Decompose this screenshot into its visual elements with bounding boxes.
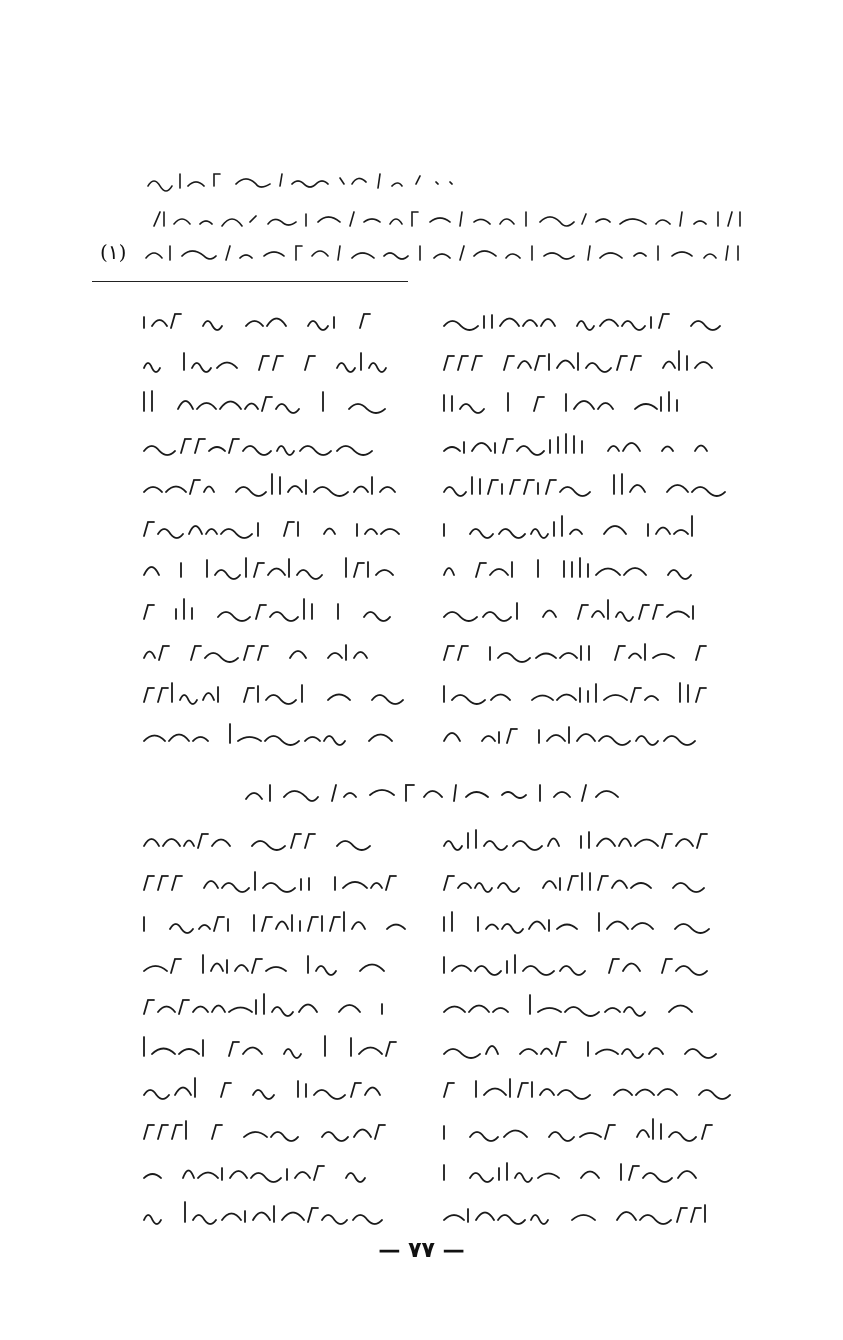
- verse-right-hemistich-script: [440, 468, 712, 502]
- verse-right-hemistich: [440, 468, 712, 502]
- section-heading-script: [240, 775, 630, 811]
- verse-left-hemistich: [140, 1154, 402, 1188]
- verse-right-hemistich: [440, 905, 720, 939]
- verse-right-hemistich-script: [440, 634, 712, 668]
- footnote-line-2: [150, 206, 752, 232]
- verse-right-hemistich-script: [440, 385, 712, 419]
- verse-right-hemistich: [440, 551, 712, 585]
- verse-left-hemistich: [140, 344, 400, 378]
- page-number: — ٧٧ —: [378, 1238, 465, 1263]
- verse-left-hemistich: [140, 1196, 402, 1230]
- verse-left-hemistich-script: [140, 947, 402, 981]
- verse-right-hemistich: [440, 385, 712, 419]
- verse-left-hemistich-script: [140, 988, 402, 1022]
- verse-left-hemistich: [140, 864, 402, 898]
- verse-right-hemistich: [440, 822, 720, 856]
- verse-right-hemistich-script: [440, 717, 712, 751]
- footnote-line-1: [140, 168, 460, 194]
- verse-left-hemistich-script: [140, 551, 400, 585]
- verse-right-hemistich: [440, 988, 720, 1022]
- footnote-divider: [92, 281, 408, 282]
- verse-left-hemistich: [140, 593, 400, 627]
- verse-right-hemistich: [440, 864, 720, 898]
- verse-right-hemistich: [440, 634, 712, 668]
- verse-right-hemistich: [440, 302, 712, 336]
- verse-left-hemistich: [140, 988, 402, 1022]
- verse-left-hemistich: [140, 1030, 402, 1064]
- verse-right-hemistich: [440, 717, 712, 751]
- verse-left-hemistich-script: [140, 717, 400, 751]
- verse-left-hemistich-script: [140, 1154, 402, 1188]
- verse-right-hemistich-script: [440, 1030, 720, 1064]
- verse-left-hemistich-script: [140, 1196, 402, 1230]
- verse-left-hemistich: [140, 551, 400, 585]
- verse-right-hemistich: [440, 1071, 720, 1105]
- verse-left-hemistich-script: [140, 510, 400, 544]
- verse-left-hemistich-script: [140, 427, 400, 461]
- verse-right-hemistich-script: [440, 302, 712, 336]
- verse-left-hemistich: [140, 905, 402, 939]
- footnote-line-3: [140, 240, 752, 266]
- verse-left-hemistich-script: [140, 593, 400, 627]
- verse-left-hemistich-script: [140, 385, 400, 419]
- verse-right-hemistich-script: [440, 822, 720, 856]
- footnote-line-1-script: [140, 168, 460, 194]
- verse-left-hemistich: [140, 1071, 402, 1105]
- verse-left-hemistich-script: [140, 344, 400, 378]
- verse-right-hemistich: [440, 427, 712, 461]
- verse-right-hemistich: [440, 1154, 720, 1188]
- verse-right-hemistich-script: [440, 988, 720, 1022]
- verse-right-hemistich-script: [440, 1154, 720, 1188]
- verse-left-hemistich-script: [140, 1030, 402, 1064]
- verse-right-hemistich: [440, 510, 712, 544]
- verse-left-hemistich: [140, 427, 400, 461]
- verse-right-hemistich-script: [440, 1071, 720, 1105]
- verse-right-hemistich-script: [440, 905, 720, 939]
- verse-left-hemistich: [140, 510, 400, 544]
- verse-left-hemistich-script: [140, 468, 400, 502]
- verse-left-hemistich: [140, 1113, 402, 1147]
- verse-right-hemistich-script: [440, 1113, 720, 1147]
- verse-right-hemistich: [440, 1196, 720, 1230]
- verse-left-hemistich-script: [140, 302, 400, 336]
- verse-left-hemistich: [140, 468, 400, 502]
- verse-right-hemistich-script: [440, 510, 712, 544]
- verse-left-hemistich: [140, 302, 400, 336]
- verse-left-hemistich-script: [140, 1071, 402, 1105]
- footnote-marker: (١): [100, 240, 127, 264]
- verse-right-hemistich: [440, 593, 712, 627]
- verse-right-hemistich: [440, 947, 720, 981]
- verse-right-hemistich: [440, 1113, 720, 1147]
- verse-right-hemistich-script: [440, 593, 712, 627]
- verse-left-hemistich-script: [140, 822, 402, 856]
- verse-right-hemistich-script: [440, 947, 720, 981]
- verse-right-hemistich: [440, 344, 712, 378]
- footnote-line-3-script: [140, 240, 752, 266]
- verse-right-hemistich-script: [440, 676, 712, 710]
- verse-left-hemistich-script: [140, 1113, 402, 1147]
- verse-left-hemistich: [140, 676, 400, 710]
- verse-left-hemistich-script: [140, 864, 402, 898]
- verse-right-hemistich-script: [440, 427, 712, 461]
- verse-right-hemistich: [440, 676, 712, 710]
- verse-right-hemistich-script: [440, 344, 712, 378]
- verse-left-hemistich: [140, 822, 402, 856]
- verse-right-hemistich-script: [440, 551, 712, 585]
- verse-left-hemistich: [140, 634, 400, 668]
- footnote-line-2-script: [150, 206, 752, 232]
- verse-right-hemistich: [440, 1030, 720, 1064]
- verse-left-hemistich-script: [140, 905, 402, 939]
- verse-left-hemistich-script: [140, 634, 400, 668]
- verse-right-hemistich-script: [440, 1196, 720, 1230]
- verse-left-hemistich: [140, 717, 400, 751]
- verse-left-hemistich-script: [140, 676, 400, 710]
- section-heading: [240, 775, 630, 811]
- verse-left-hemistich: [140, 385, 400, 419]
- verse-left-hemistich: [140, 947, 402, 981]
- verse-right-hemistich-script: [440, 864, 720, 898]
